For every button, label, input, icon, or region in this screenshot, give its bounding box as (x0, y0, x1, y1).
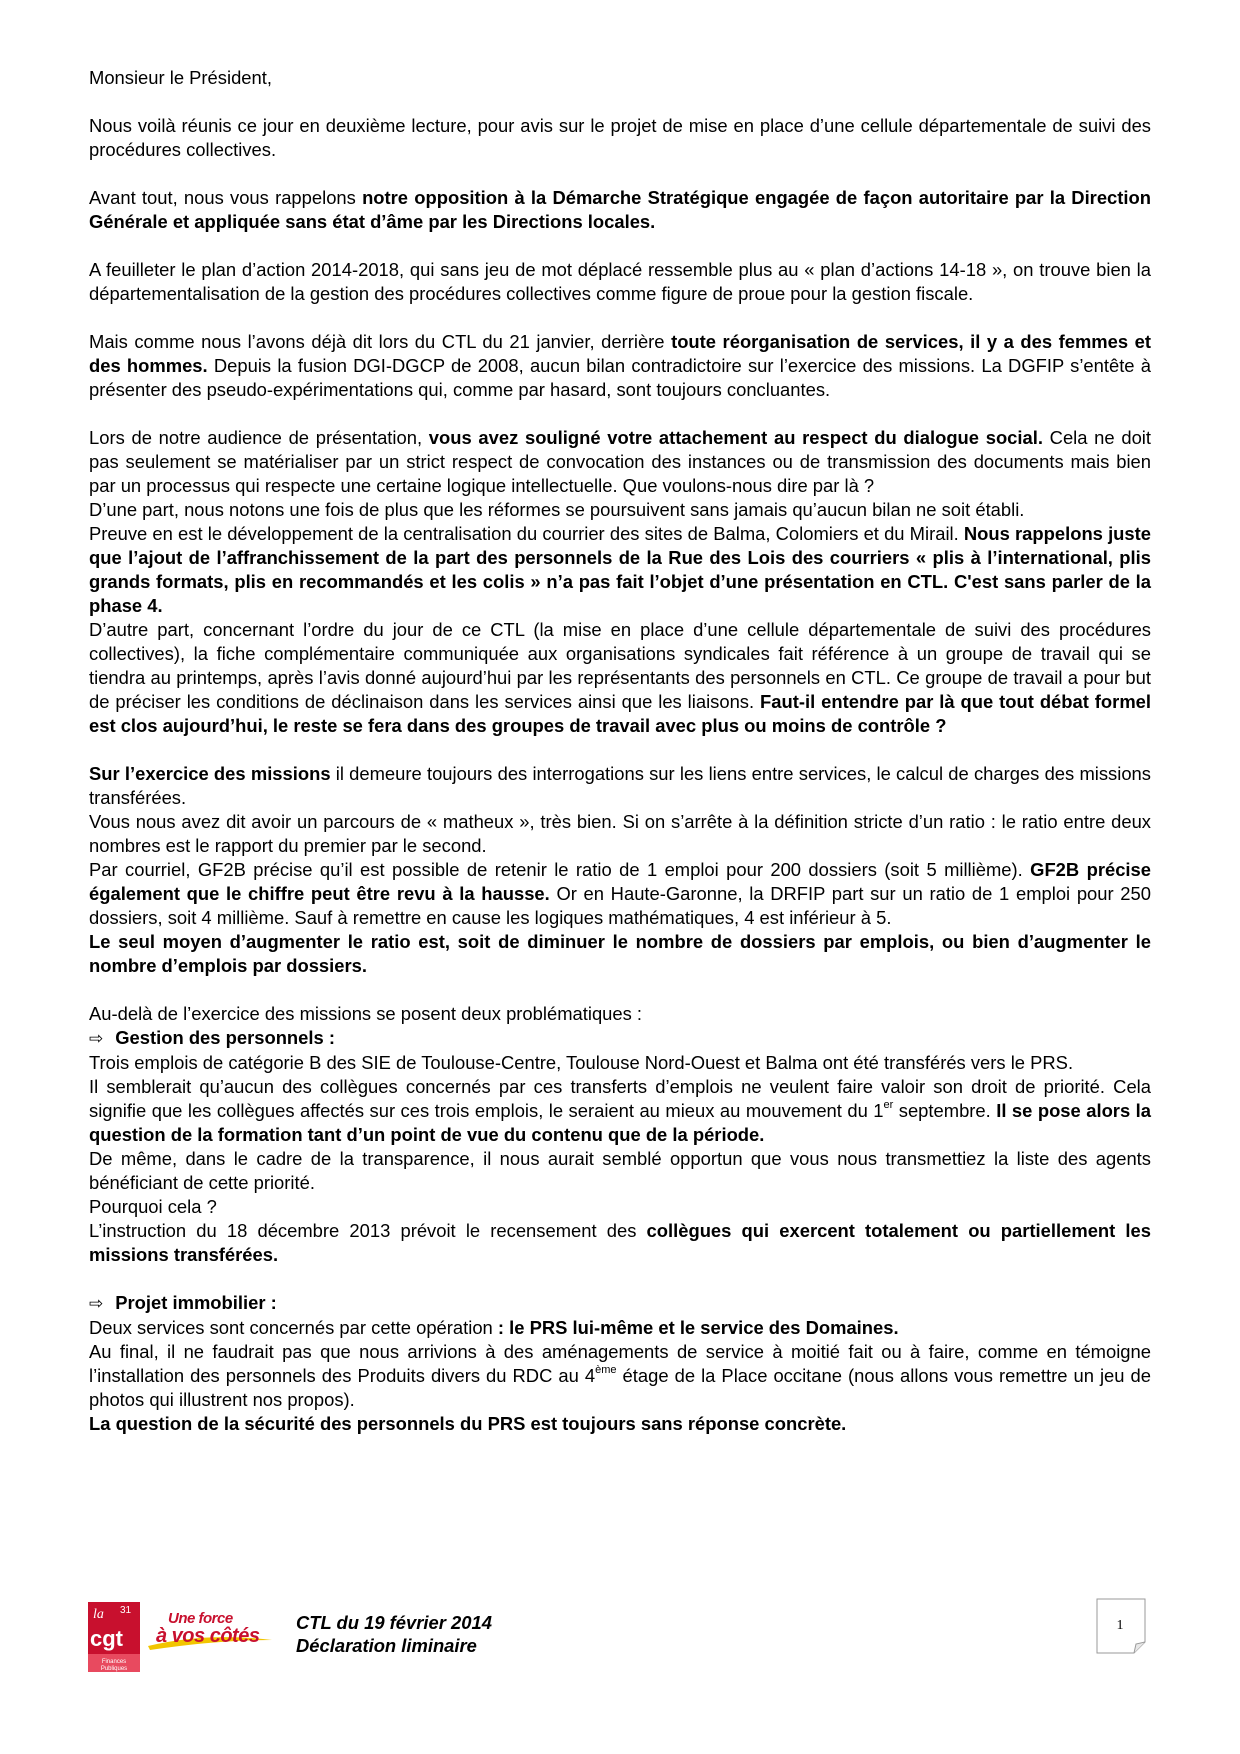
paragraph-securite: La question de la sécurité des personnels du PRS est toujours sans réponse concrète. (89, 1413, 847, 1434)
paragraph-moyen: Le seul moyen d’augmenter le ratio est, soit de diminuer le nombre de dossiers par emplois, ou bien d’augmenter le nombre d’emplois par dossiers. (89, 931, 1151, 976)
page-number: 1 (1116, 1618, 1124, 1633)
footer-title (296, 1611, 492, 1657)
page-footer (0, 1598, 1240, 1708)
salutation: Monsieur le Président, (89, 67, 272, 88)
svg-text:Publiques: Publiques (100, 1666, 128, 1672)
right-arrow-outline-icon: ⇨ (89, 1029, 104, 1049)
paragraph-dialogue: Lors de notre audience de présentation, vous avez souligné votre attachement au respect du dialogue social. Cela ne doit pas seulement se matérialiser par un strict respect de convocation des instances ou de transmission des documents mais bien par un processus qui respecte une certaine logique intellectuelle. Que voulons-nous dire par là ? (89, 427, 1151, 496)
svg-text:cgt: cgt (90, 1626, 123, 1651)
paragraph-pourquoi: Pourquoi cela ? (89, 1196, 217, 1217)
paragraph-transparence: De même, dans le cadre de la transparence, il nous aurait semblé opportun que vous nous transmettiez la liste des agents bénéficiant de cette priorité. (89, 1148, 1151, 1193)
paragraph-intro: Nous voilà réunis ce jour en deuxième lecture, pour avis sur le projet de mise en place d’une cellule départementale de suivi des procédures collectives. (89, 115, 1151, 160)
paragraph-gf2b: Par courriel, GF2B précise qu’il est possible de retenir le ratio de 1 emploi pour 200 dossiers (soit 5 millième). GF2B précise également que le chiffre peut être revu à la hausse. Or en Haute-Garonne, la DRFIP part sur un ratio de 1 emploi pour 250 dossiers, soit 4 millième. Sauf à remettre en cause les logiques mathématiques, 4 est inférieur à 5. (89, 859, 1151, 928)
paragraph-missions: Sur l’exercice des missions il demeure toujours des interrogations sur les liens entre services, le calcul de charges des missions transférées. (89, 763, 1151, 808)
cgt-logo (88, 1602, 140, 1672)
footer-title-line-2: Déclaration liminaire (296, 1635, 477, 1656)
slogan (146, 1610, 276, 1650)
footer-title-line-1: CTL du 19 février 2014 (296, 1612, 492, 1633)
paragraph-priorite: Il semblerait qu’aucun des collègues concernés par ces transferts d’emplois ne veulent faire valoir son droit de priorité. Cela signifie que les collègues affectés sur ces trois emplois, le seraient au mieux au mouvement du 1er septembre. Il se pose alors la question de la formation tant d’un point de vue du contenu que de la période. (89, 1076, 1151, 1145)
page-number-box (1096, 1598, 1154, 1654)
svg-text:Finances: Finances (101, 1659, 127, 1665)
svg-text:31: 31 (120, 1605, 132, 1616)
paragraph-services: Deux services sont concernés par cette opération : le PRS lui-même et le service des Domaines. (89, 1317, 899, 1338)
heading-projet-immobilier: ⇨ Projet immobilier : (89, 1292, 277, 1314)
paragraph-emplois: Trois emplois de catégorie B des SIE de Toulouse-Centre, Toulouse Nord-Ouest et Balma ont été transférés vers le PRS. (89, 1052, 1074, 1073)
document-body (89, 66, 1151, 1436)
paragraph-courrier: Preuve en est le développement de la centralisation du courrier des sites de Balma, Colomiers et du Mirail. Nous rappelons juste que l’ajout de l’affranchissement de la part des personnels de la Rue des Lois des courriers « plis à l’international, plis grands formats, plis en recommandés et les colis » n’a pas fait l’objet d’une présentation en CTL. C'est sans parler de la phase 4. (89, 523, 1151, 616)
paragraph-amenagements: Au final, il ne faudrait pas que nous arrivions à des aménagements de service à moitié fait ou à faire, comme en témoigne l’installation des personnels des Produits divers du RDC au 4ème étage de la Place occitane (nous allons vous remettre un jeu de photos qui illustrent nos propos). (89, 1341, 1151, 1410)
slogan-line-2: à vos côtés (156, 1625, 260, 1647)
paragraph-plan: A feuilleter le plan d’action 2014-2018, qui sans jeu de mot déplacé ressemble plus au « plan d’actions 14-18 », on trouve bien la départementalisation de la gestion des procédures collectives comme figure de proue pour la gestion fiscale. (89, 259, 1151, 304)
slogan-line-1: Une force (168, 1610, 233, 1627)
paragraph-opposition: Avant tout, nous vous rappelons notre opposition à la Démarche Stratégique engagée de façon autoritaire par la Direction Générale et appliquée sans état d’âme par les Directions locales. (89, 187, 1151, 232)
paragraph-instruction: L’instruction du 18 décembre 2013 prévoit le recensement des collègues qui exercent totalement ou partiellement les missions transférées. (89, 1220, 1151, 1265)
svg-text:la: la (93, 1607, 104, 1622)
heading-gestion-personnels: ⇨ Gestion des personnels : (89, 1027, 335, 1049)
paragraph-ordre-du-jour: D’autre part, concernant l’ordre du jour de ce CTL (la mise en place d’une cellule départementale de suivi des procédures collectives), la fiche complémentaire communiquée aux organisations syndicales fait référence à un groupe de travail qui se tiendra au printemps, après l’avis donné aujourd’hui par les représentants des personnels en CTL. Ce groupe de travail a pour but de préciser les conditions de déclinaison dans les services ainsi que les liaisons. Faut-il entendre par là que tout débat formel est clos aujourd’hui, le reste se fera dans des groupes de travail avec plus ou moins de contrôle ? (89, 619, 1152, 736)
paragraph-problematiques: Au-delà de l’exercice des missions se posent deux problématiques : (89, 1003, 643, 1024)
paragraph-ctl: Mais comme nous l’avons déjà dit lors du CTL du 21 janvier, derrière toute réorganisation de services, il y a des femmes et des hommes. Depuis la fusion DGI-DGCP de 2008, aucun bilan contradictoire sur l’exercice des missions. La DGFIP s’entête à présenter des pseudo-expérimentations qui, comme par hasard, sont toujours concluantes. (89, 331, 1151, 400)
paragraph-reformes: D’une part, nous notons une fois de plus que les réformes se poursuivent sans jamais qu’aucun bilan ne soit établi. (89, 499, 1025, 520)
paragraph-ratio: Vous nous avez dit avoir un parcours de « matheux », très bien. Si on s’arrête à la définition stricte d’un ratio : le ratio entre deux nombres est le rapport du premier par le second. (89, 811, 1151, 856)
right-arrow-outline-icon: ⇨ (89, 1294, 104, 1314)
